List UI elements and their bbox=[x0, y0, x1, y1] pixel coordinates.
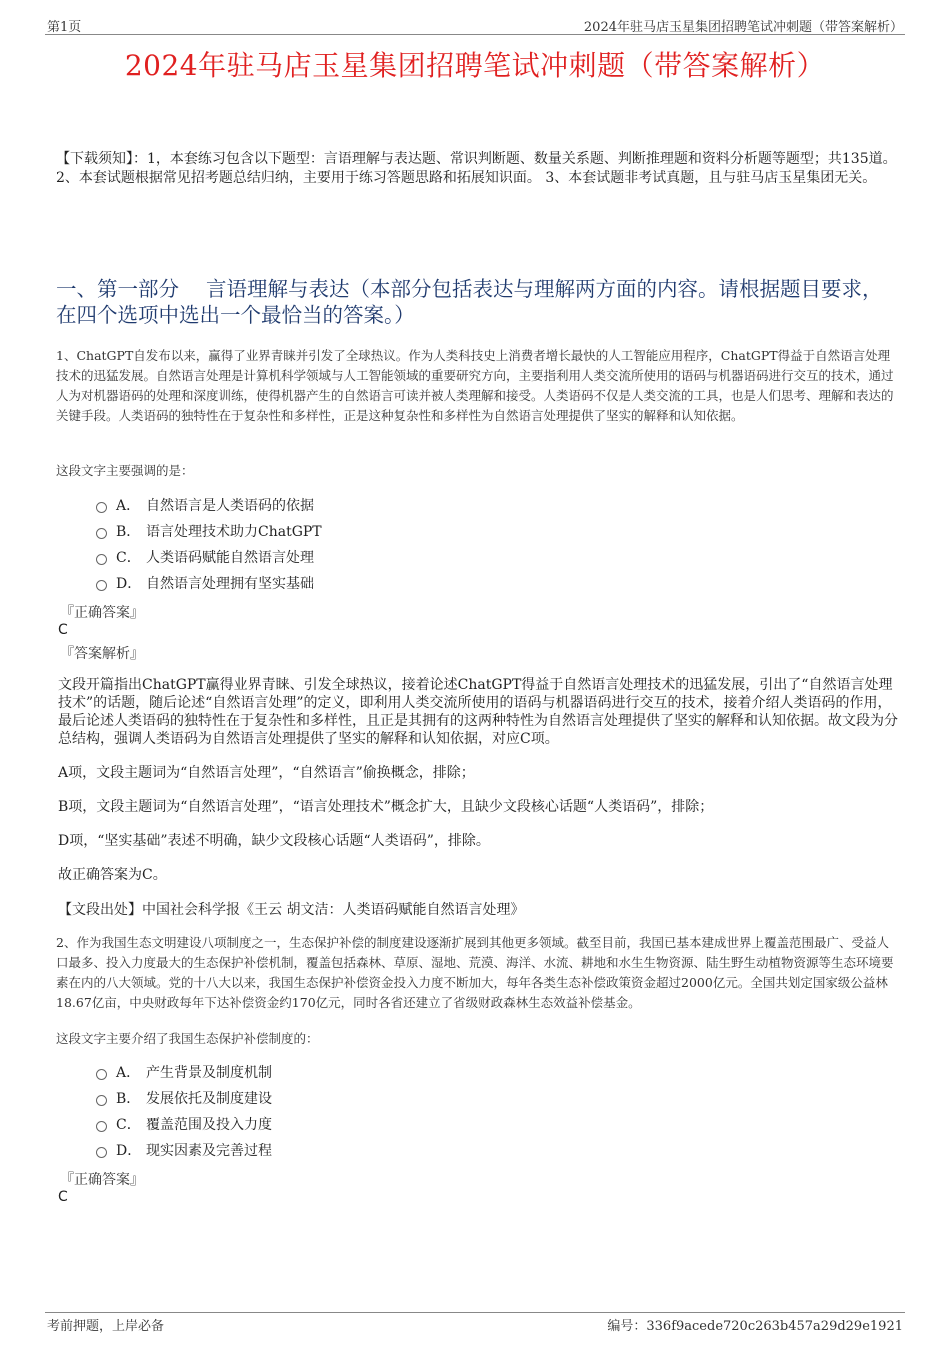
download-notice: 【下载须知】：1，本套练习包含以下题型：言语理解与表达题、常识判断题、数量关系题、判断推理题和资料分析题等题型；共135道。 2、本套试题根据常见招考题总结归纳，主要用于练习答题思路和拓展知识面。 3、本套试题非考试真题，且与驻马店玉星集团无关。 bbox=[56, 151, 897, 186]
option-b[interactable]: B． 发展依托及制度建设 bbox=[96, 1085, 596, 1111]
page-header bbox=[45, 14, 905, 35]
analysis-paragraph: B项，文段主题词为“自然语言处理”，“语言处理技术”概念扩大，且缺少文段核心话题“人类语码”，排除； bbox=[58, 799, 714, 815]
section-title: 一、第一部分 言语理解与表达（本部分包括表达与理解两方面的内容。请根据题目要求，在四个选项中选出一个最恰当的答案。） bbox=[56, 277, 883, 327]
footer-slogan: 考前押题，上岸必备 bbox=[47, 1319, 165, 1334]
analysis-paragraph: D项，“坚实基础”表述不明确，缺少文段核心话题“人类语码”，排除。 bbox=[58, 833, 490, 849]
radio-icon[interactable] bbox=[96, 502, 107, 513]
option-a[interactable]: A． 自然语言是人类语码的依据 bbox=[96, 492, 596, 518]
document-id: 编号：336f9acede720c263b457a29d29e1921 bbox=[607, 1319, 903, 1334]
radio-icon[interactable] bbox=[96, 1147, 107, 1158]
question-1-text: 1、ChatGPT自发布以来，赢得了业界青睐并引发了全球热议。作为人类科技史上消费者增长最快的人工智能应用程序，ChatGPT得益于自然语言处理技术的迅猛发展。自然语言处理是计算机科学领域与人工智能领域的重要研究方向，主要指利用人类交流所使用的语码与机器语码进行交互的技术，通过人为对机器语码的处理和深度训练，使得机器产生的自然语言可读并被人类理解和接受。人类语码不仅是人类交流的工具，也是人们思考、理解和表达的关键手段。人类语码的独特性在于复杂性和多样性，正是这种复杂性和多样性为自然语言处理提供了坚实的解释和认知依据。 bbox=[56, 348, 894, 423]
answer-analysis bbox=[58, 676, 898, 900]
passage-source: 【文段出处】中国社会科学报《王云 胡文洁：人类语码赋能自然语言处理》 bbox=[58, 902, 525, 918]
question-2-prompt: 这段文字主要介绍了我国生态保护补偿制度的： bbox=[56, 1031, 319, 1046]
option-b[interactable]: B． 语言处理技术助力ChatGPT bbox=[96, 518, 596, 544]
option-c[interactable]: C． 人类语码赋能自然语言处理 bbox=[96, 544, 596, 570]
radio-icon[interactable] bbox=[96, 580, 107, 591]
correct-answer-label: 『正确答案』 bbox=[60, 1172, 144, 1188]
page-footer bbox=[45, 1312, 905, 1335]
analysis-label: 『答案解析』 bbox=[60, 646, 144, 662]
radio-icon[interactable] bbox=[96, 554, 107, 565]
radio-icon[interactable] bbox=[96, 1069, 107, 1080]
radio-icon[interactable] bbox=[96, 528, 107, 539]
radio-icon[interactable] bbox=[96, 1095, 107, 1106]
radio-icon[interactable] bbox=[96, 1121, 107, 1132]
question-2-options bbox=[96, 1059, 596, 1163]
analysis-paragraph: 故正确答案为C。 bbox=[58, 867, 167, 883]
option-c[interactable]: C． 覆盖范围及投入力度 bbox=[96, 1111, 596, 1137]
analysis-paragraph: 文段开篇指出ChatGPT赢得业界青睐、引发全球热议，接着论述ChatGPT得益于自然语言处理技术的迅猛发展，引出了“自然语言处理技术”的话题，随后论述“自然语言处理”的定义，即利用人类交流所使用的语码与机器语码进行交互的技术，接着介绍人类语码的作用，最后论述人类语码的独特性在于复杂性和多样性，且正是其拥有的这两种特性为自然语言处理提供了坚实的解释和认知依据。故文段为分总结构，强调人类语码为自然语言处理提供了坚实的解释和认知依据，对应C项。 bbox=[58, 677, 898, 747]
option-d[interactable]: D． 自然语言处理拥有坚实基础 bbox=[96, 570, 596, 596]
question-2-text: 2、作为我国生态文明建设八项制度之一，生态保护补偿的制度建设逐渐扩展到其他更多领域。截至目前，我国已基本建成世界上覆盖范围最广、受益人口最多、投入力度最大的生态保护补偿机制，覆盖包括森林、草原、湿地、荒漠、海洋、水流、耕地和水生生物资源、陆生野生动植物资源等生态环境要素在内的八大领域。党的十八大以来，我国生态保护补偿资金投入力度不断加大，每年各类生态补偿政策资金超过2000亿元。全国共划定国家级公益林18.67亿亩，中央财政每年下达补偿资金约170亿元，同时各省还建立了省级财政森林生态效益补偿基金。 bbox=[56, 935, 894, 1010]
header-doc-title: 2024年驻马店玉星集团招聘笔试冲刺题（带答案解析） bbox=[583, 20, 903, 35]
analysis-paragraph: A项，文段主题词为“自然语言处理”，“自然语言”偷换概念，排除； bbox=[58, 765, 475, 781]
option-d[interactable]: D． 现实因素及完善过程 bbox=[96, 1137, 596, 1163]
document-title: 2024年驻马店玉星集团招聘笔试冲刺题（带答案解析） bbox=[124, 49, 826, 82]
option-a[interactable]: A． 产生背景及制度机制 bbox=[96, 1059, 596, 1085]
question-1-options bbox=[96, 492, 596, 596]
page-number: 第1页 bbox=[47, 20, 82, 35]
question-1-prompt: 这段文字主要强调的是： bbox=[56, 463, 194, 478]
correct-answer: C bbox=[58, 622, 68, 638]
correct-answer-label: 『正确答案』 bbox=[60, 605, 144, 621]
correct-answer: C bbox=[58, 1189, 68, 1205]
